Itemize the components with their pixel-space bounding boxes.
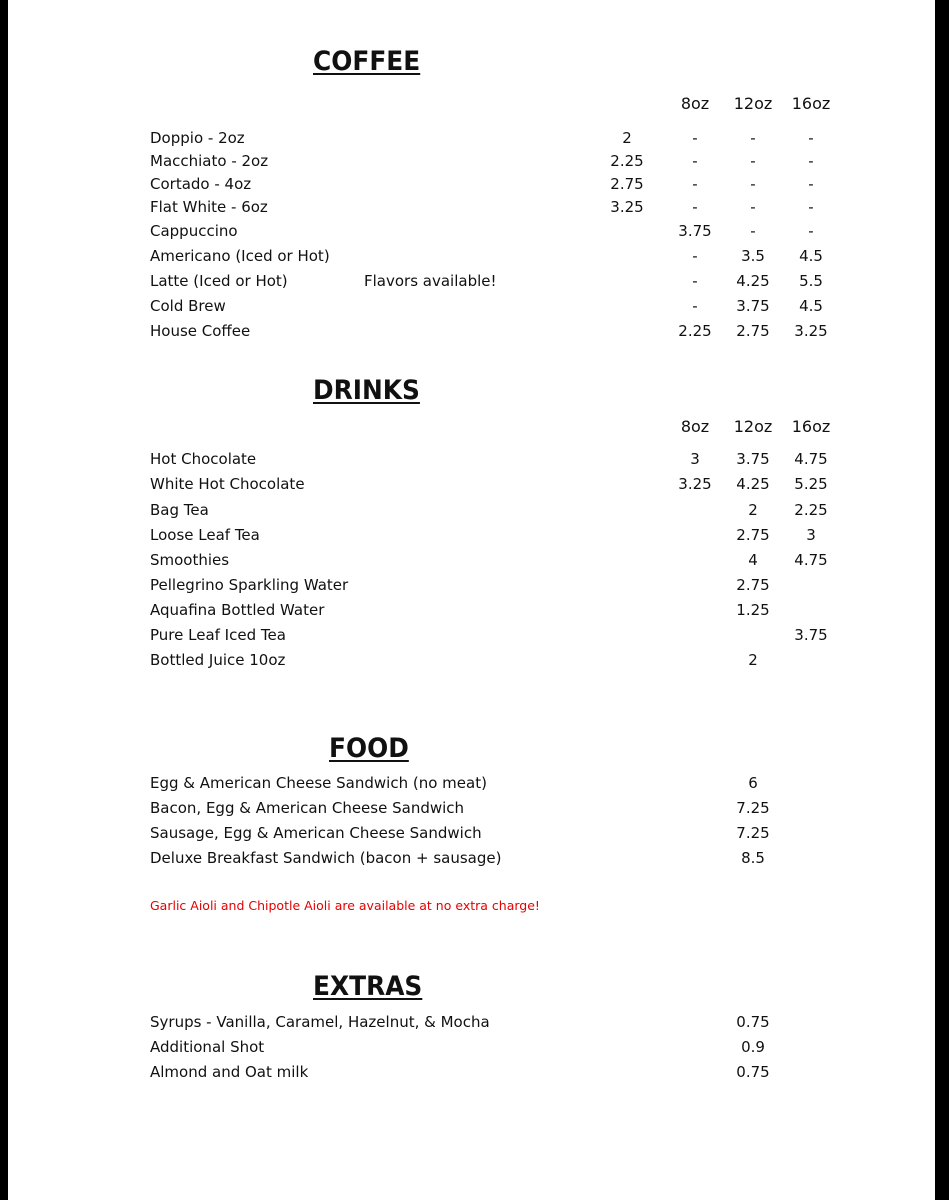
item-name: White Hot Chocolate <box>150 475 305 493</box>
item-name: Flat White - 6oz <box>150 198 268 216</box>
coffee-size-12oz: 12oz <box>733 94 773 113</box>
price-single: 2.25 <box>610 152 644 170</box>
price-12oz: 2.75 <box>736 526 770 544</box>
price-16oz: - <box>808 175 814 193</box>
price-12oz: 3.75 <box>736 297 770 315</box>
item-name: Almond and Oat milk <box>150 1063 309 1081</box>
price-8oz: 3.75 <box>678 222 712 240</box>
item-name: Hot Chocolate <box>150 450 257 468</box>
price-12oz: - <box>750 198 756 216</box>
price-16oz: 4.5 <box>799 297 823 315</box>
drinks-size-16oz: 16oz <box>791 417 831 436</box>
item-name: Cold Brew <box>150 297 226 315</box>
price-8oz: - <box>692 152 698 170</box>
price-8oz: 2.25 <box>678 322 712 340</box>
drinks-size-8oz: 8oz <box>680 417 710 436</box>
price-12oz: 4 <box>748 551 758 569</box>
price-12oz: 3.75 <box>736 450 770 468</box>
price-8oz: - <box>692 247 698 265</box>
price-single: 3.25 <box>610 198 644 216</box>
price-8oz: - <box>692 175 698 193</box>
price-single: 2.75 <box>610 175 644 193</box>
price-16oz: 4.5 <box>799 247 823 265</box>
coffee-size-16oz: 16oz <box>791 94 831 113</box>
price-16oz: 2.25 <box>794 501 828 519</box>
item-name: Macchiato - 2oz <box>150 152 269 170</box>
aioli-note: Garlic Aioli and Chipotle Aioli are available at no extra charge! <box>150 898 540 913</box>
price-12oz: 4.25 <box>736 475 770 493</box>
price-16oz: - <box>808 129 814 147</box>
price-16oz: 3.75 <box>794 626 828 644</box>
price-12oz: 2 <box>748 651 758 669</box>
item-name: Latte (Iced or Hot) <box>150 272 288 290</box>
price-16oz: - <box>808 152 814 170</box>
item-name: Cappuccino <box>150 222 238 240</box>
item-name: Deluxe Breakfast Sandwich (bacon + sausage) <box>150 849 502 867</box>
price: 0.75 <box>736 1063 770 1081</box>
price: 7.25 <box>736 824 770 842</box>
price-12oz: - <box>750 152 756 170</box>
price-12oz: - <box>750 129 756 147</box>
item-name: Bottled Juice 10oz <box>150 651 286 669</box>
item-name: House Coffee <box>150 322 251 340</box>
price-16oz: 4.75 <box>794 551 828 569</box>
coffee-size-8oz: 8oz <box>680 94 710 113</box>
price-16oz: 4.75 <box>794 450 828 468</box>
price: 0.9 <box>741 1038 765 1056</box>
item-name: Cortado - 4oz <box>150 175 252 193</box>
price-8oz: 3.25 <box>678 475 712 493</box>
price-single: 2 <box>622 129 632 147</box>
price-12oz: 3.5 <box>741 247 765 265</box>
price-8oz: 3 <box>690 450 700 468</box>
item-name: Pellegrino Sparkling Water <box>150 576 349 594</box>
price-12oz: 2.75 <box>736 322 770 340</box>
food-heading: FOOD <box>329 733 409 764</box>
price: 6 <box>748 774 758 792</box>
price-12oz: 4.25 <box>736 272 770 290</box>
item-name: Pure Leaf Iced Tea <box>150 626 286 644</box>
item-name: Loose Leaf Tea <box>150 526 260 544</box>
price-8oz: - <box>692 272 698 290</box>
extras-heading: EXTRAS <box>313 971 423 1002</box>
price-12oz: 2.75 <box>736 576 770 594</box>
price-16oz: 5.5 <box>799 272 823 290</box>
price-8oz: - <box>692 129 698 147</box>
drinks-heading: DRINKS <box>313 375 420 406</box>
price-16oz: - <box>808 198 814 216</box>
price: 8.5 <box>741 849 765 867</box>
drinks-size-12oz: 12oz <box>733 417 773 436</box>
item-name: Additional Shot <box>150 1038 265 1056</box>
flavors-note: Flavors available! <box>364 272 497 290</box>
price: 0.75 <box>736 1013 770 1031</box>
price-16oz: 3 <box>806 526 816 544</box>
price-16oz: 3.25 <box>794 322 828 340</box>
item-name: Smoothies <box>150 551 230 569</box>
menu-page <box>8 0 935 1200</box>
price-8oz: - <box>692 198 698 216</box>
item-name: Egg & American Cheese Sandwich (no meat) <box>150 774 487 792</box>
item-name: Sausage, Egg & American Cheese Sandwich <box>150 824 482 842</box>
item-name: Aquafina Bottled Water <box>150 601 325 619</box>
item-name: Bacon, Egg & American Cheese Sandwich <box>150 799 465 817</box>
item-name: Doppio - 2oz <box>150 129 245 147</box>
price-16oz: - <box>808 222 814 240</box>
item-name: Bag Tea <box>150 501 209 519</box>
price-8oz: - <box>692 297 698 315</box>
coffee-heading: COFFEE <box>313 46 421 77</box>
price-12oz: 1.25 <box>736 601 770 619</box>
item-name: Syrups - Vanilla, Caramel, Hazelnut, & Mocha <box>150 1013 490 1031</box>
price-12oz: 2 <box>748 501 758 519</box>
price-16oz: 5.25 <box>794 475 828 493</box>
price-12oz: - <box>750 222 756 240</box>
item-name: Americano (Iced or Hot) <box>150 247 330 265</box>
price: 7.25 <box>736 799 770 817</box>
price-12oz: - <box>750 175 756 193</box>
